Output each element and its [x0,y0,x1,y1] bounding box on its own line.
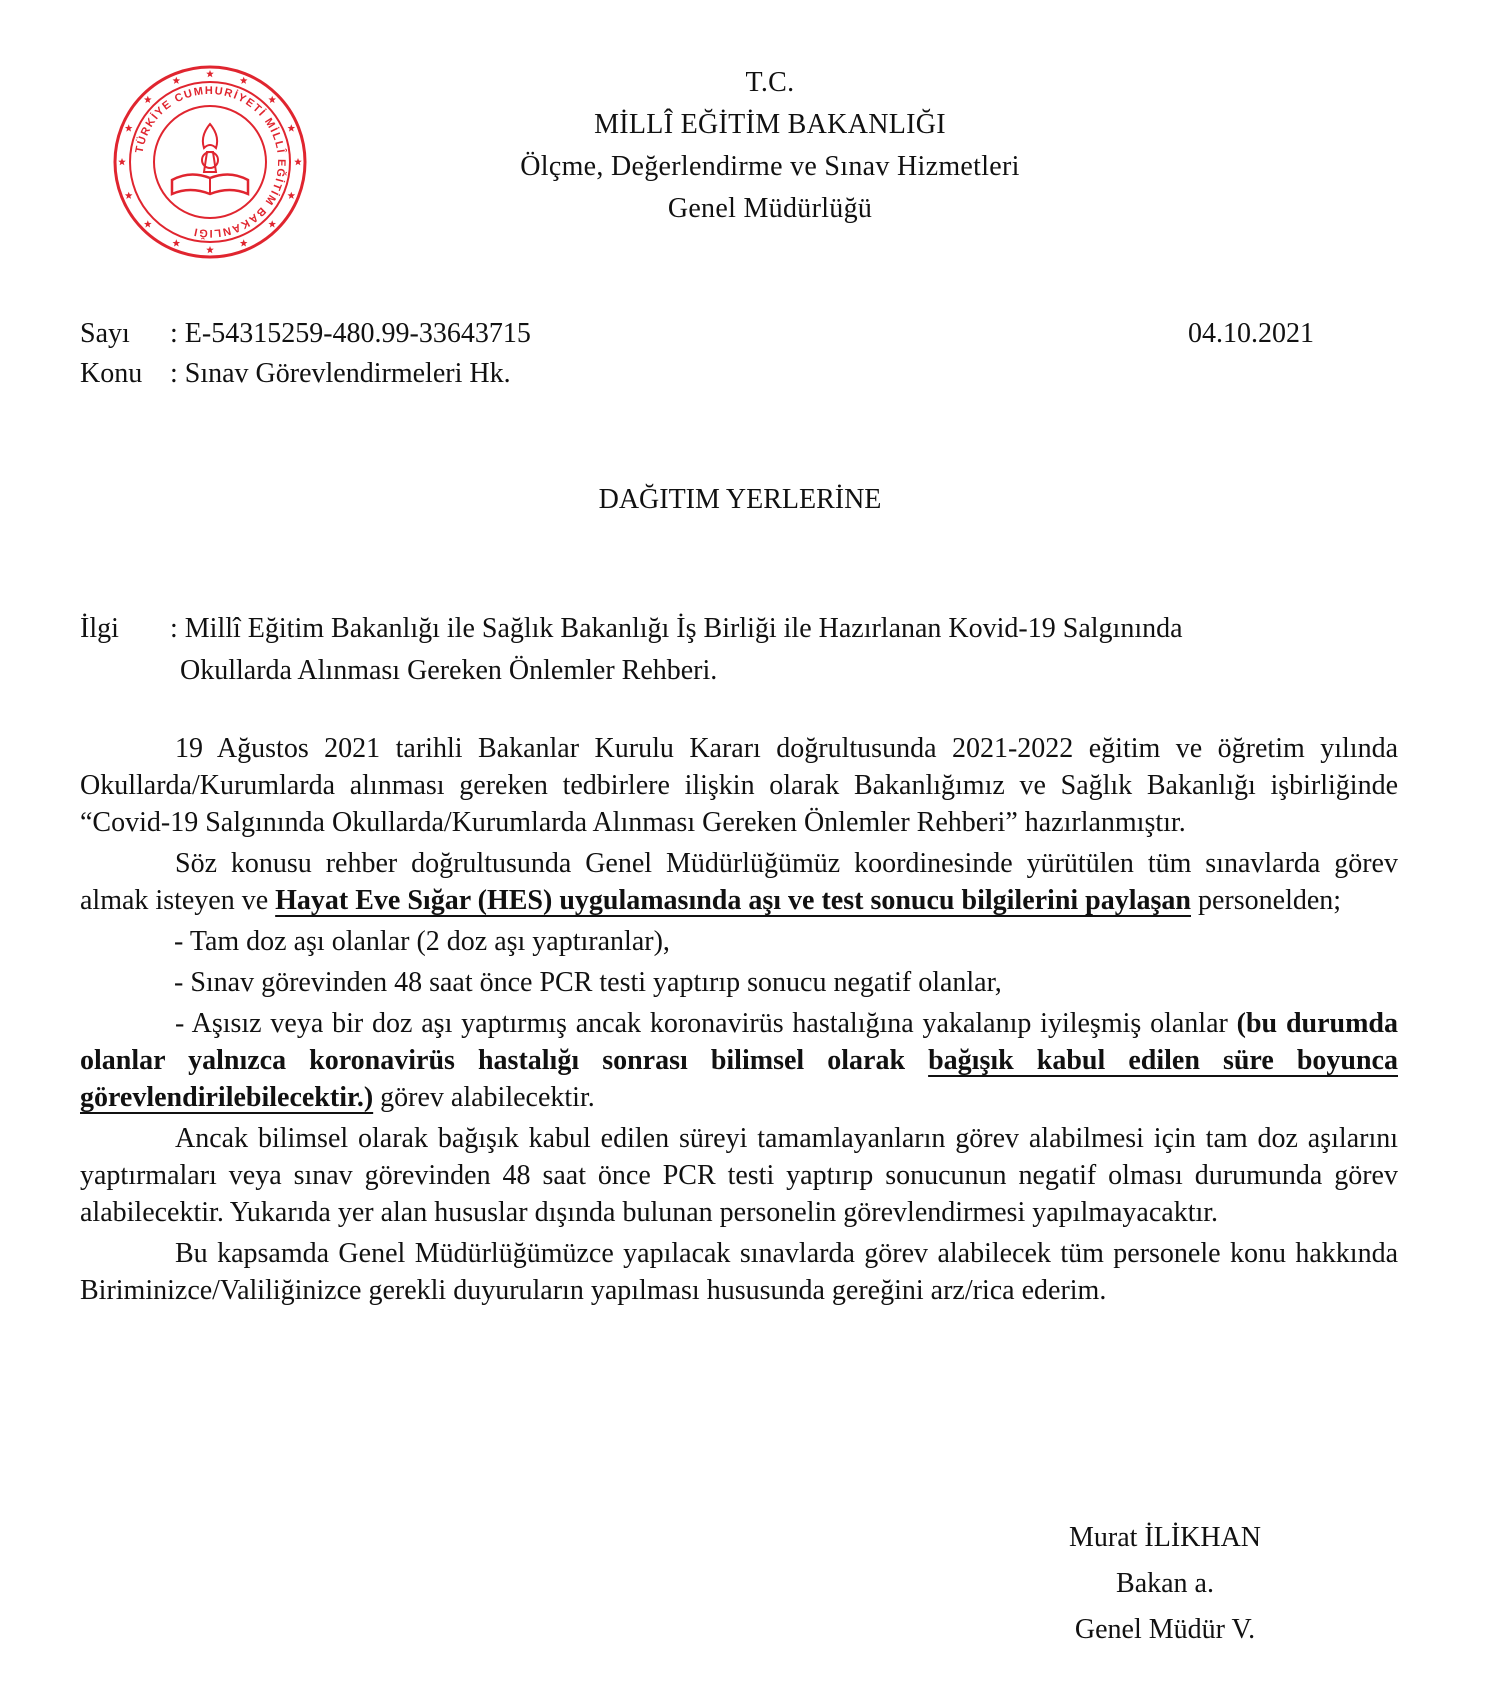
paragraph-1: 19 Ağustos 2021 tarihli Bakanlar Kurulu Kararı doğrultusunda 2021-2022 eğitim ve öğretim yılında Okullarda/Kurumlarda alınması gereken tedbirlere ilişkin olarak Bakanlığımız ve Sağlık Bakanlığı işbirliğinde “Covid-19 Salgınında Okullarda/Kurumlarda Alınması Gereken Önlemler Rehberi” hazırlanmıştır. [80,733,1398,838]
signer-title-2: Genel Müdür V. [1074,1614,1256,1645]
document-body [80,730,1398,1309]
header-tc: T.C. [745,67,795,98]
sayi-label: Sayı [80,318,130,349]
seal-star-icon [268,96,276,103]
header-department: Ölçme, Değerlendirme ve Sınav Hizmetleri [520,151,1020,182]
seal-star-icon [118,158,126,165]
sayi-value: : E-54315259-480.99-33643715 [170,318,531,349]
ilgi-line1: : Millî Eğitim Bakanlığı ile Sağlık Bakanlığı İş Birliği ile Hazırlanan Kovid-19 Salgınında [170,613,1183,644]
paragraph-2 [80,845,1398,919]
signer-name: Murat İLİKHAN [1068,1522,1262,1553]
paragraph-3: Ancak bilimsel olarak bağışık kabul edilen süreyi tamamlayanların görev alabilmesi için tam doz aşılarını yaptırmaları veya sınav görevinden 48 saat önce PCR testi yaptırıp sonucunun negatif olması durumunda görev alabilecektir. Yukarıda yer alan hususlar dışında bulunan personelin görevlendirmesi yapılmayacaktır. [80,1123,1398,1228]
list-item-2: - Sınav görevinden 48 saat önce PCR testi yaptırıp sonucu negatif olanlar, [174,967,1002,998]
header-ministry: MİLLÎ EĞİTİM BAKANLIĞI [594,109,946,140]
paragraph-2-end: personelden; [1191,885,1342,916]
list-item-1: - Tam doz aşı olanlar (2 doz aşı yaptıranlar), [174,926,670,957]
list-item-3-start: - Aşısız veya bir doz aşı yaptırmış ancak koronavirüs hastalığına yakalanıp iyileşmiş olanlar [175,1008,1237,1039]
document-header [330,62,1210,230]
signer-title-1: Bakan a. [1116,1568,1214,1599]
ilgi-line2: Okullarda Alınması Gereken Önlemler Rehberi. [180,655,718,686]
paragraph-2-start: Söz konusu rehber doğrultusunda Genel Müdürlüğümüz koordinesinde yürütülen tüm sınavlarda görev almak isteyen ve [80,848,1398,916]
list-item-3 [80,1005,1398,1116]
seal-ring-text: TÜRKİYE CUMHURİYETİ MİLLÎ EĞİTİM BAKANLIĞI [133,84,288,240]
document-date: 04.10.2021 [1188,318,1314,349]
ilgi-label: İlgi [80,613,119,644]
seal-star-icon [206,246,214,253]
paragraph-4: Bu kapsamda Genel Müdürlüğümüzce yapılacak sınavlarda görev alabilecek tüm personele konu hakkında Biriminizce/Valiliğinizce gerekli duyuruların yapılması hususunda gereğini arz/rica ederim. [80,1238,1398,1306]
seal-star-icon [240,239,248,246]
seal-star-icon [125,124,133,131]
ministry-seal-icon [110,62,310,262]
list-item-3-bold-underlined: bağışık kabul edilen süre boyunca görevlendirilebilecektir.) [80,1045,1398,1113]
seal-star-icon [125,192,133,199]
header-directorate: Genel Müdürlüğü [667,193,873,224]
seal-star-icon [288,192,296,199]
seal-star-icon [173,77,181,84]
ilgi-block [80,608,1320,692]
seal-star-icon [268,220,276,227]
seal-star-icon [206,70,214,77]
paragraph-2-bold: Hayat Eve Sığar (HES) uygulamasında aşı ve test sonucu bilgilerini paylaşan [275,885,1191,916]
list-item-3-end: görev alabilecektir. [373,1082,595,1113]
list-item-3-bold: (bu durumda olanlar yalnızca koronavirüs hastalığı sonrası bilimsel olarak [80,1008,1398,1076]
seal-star-icon [173,239,181,246]
seal-star-icon [144,220,152,227]
seal-star-icon [144,96,152,103]
signature-block [1050,1515,1280,1653]
seal-star-icon [294,158,302,165]
ministry-seal [110,62,310,262]
seal-star-icon [288,124,296,131]
seal-star-icon [240,77,248,84]
konu-value: : Sınav Görevlendirmeleri Hk. [170,358,511,389]
addressee: DAĞITIM YERLERİNE [598,484,882,515]
konu-row [80,354,511,394]
svg-text:TÜRKİYE CUMHURİYETİ MİLLÎ EĞİT [134,85,288,240]
konu-label: Konu [80,358,143,389]
sayi-row [80,314,531,354]
